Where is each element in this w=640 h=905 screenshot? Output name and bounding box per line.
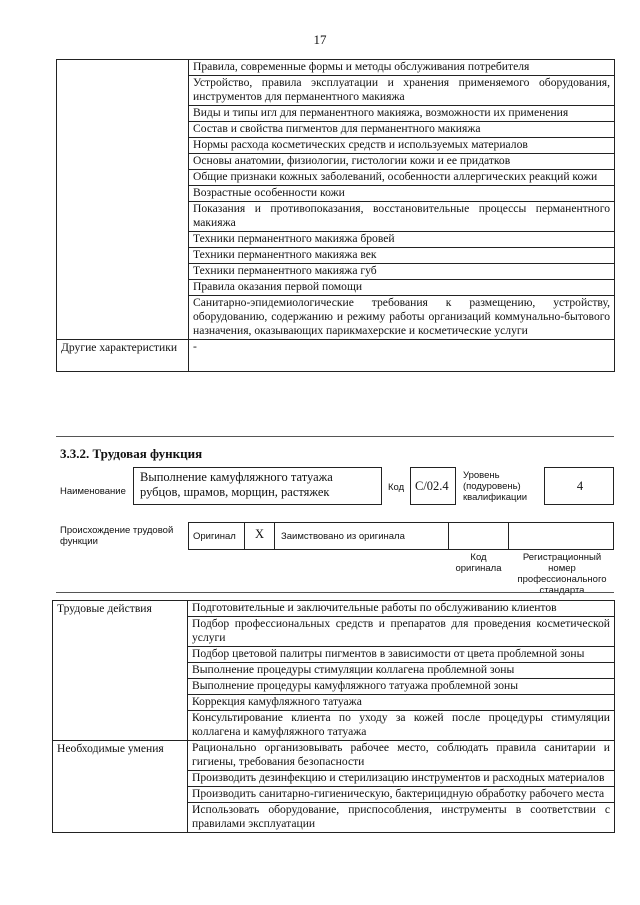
group-item: Консультирование клиента по уходу за кожей после процедуры стимуляции коллагена и камуфляжного татуажа (188, 711, 615, 741)
separator-top (56, 436, 614, 437)
page-number: 17 (313, 32, 327, 47)
code-value: C/02.4 (415, 479, 449, 493)
actions-table (52, 600, 615, 833)
code-box (410, 467, 456, 505)
code-label: Код (388, 482, 405, 493)
knowledge-item: Техники перманентного макияжа губ (189, 264, 615, 280)
level-label: Уровень (подуровень) квалификации (463, 470, 528, 503)
group-item: Выполнение процедуры стимуляции коллагена проблемной зоны (188, 663, 615, 679)
group-item: Использовать оборудование, приспособления, инструменты в соответствии с правилами эксплуатации (188, 803, 615, 833)
knowledge-item: Состав и свойства пигментов для перманентного макияжа (189, 122, 615, 138)
knowledge-item: Виды и типы игл для перманентного макияжа, возможности их применения (189, 106, 615, 122)
knowledge-item: Показания и противопоказания, восстановительные процессы перманентного макияжа (189, 202, 615, 232)
name-box (133, 467, 382, 505)
knowledge-row (57, 60, 615, 76)
name-label: Наименование (60, 486, 126, 497)
other-characteristics-value: - (189, 340, 615, 372)
original-mark-cell (244, 522, 275, 550)
code-original-label: Код оригинала (455, 552, 502, 574)
reg-number-label: Регистрационный номер профессионального стандарта (517, 552, 607, 596)
group-label: Трудовые действия (53, 601, 188, 741)
original-mark: X (254, 527, 265, 541)
knowledge-table (56, 59, 615, 372)
group-item: Подбор цветовой палитры пигментов в зависимости от цвета проблемной зоны (188, 647, 615, 663)
other-characteristics-label: Другие характеристики (57, 340, 189, 372)
knowledge-item: Нормы расхода косметических средств и используемых материалов (189, 138, 615, 154)
group-label: Необходимые умения (53, 741, 188, 833)
borrowed-label: Заимствовано из оригинала (281, 531, 405, 542)
code-original-cell (448, 522, 509, 550)
knowledge-item: Общие признаки кожных заболеваний, особенности аллергических реакций кожи (189, 170, 615, 186)
original-label: Оригинал (193, 531, 236, 542)
knowledge-item: Техники перманентного макияжа бровей (189, 232, 615, 248)
name-value: Выполнение камуфляжного татуажа рубцов, шрамов, морщин, растяжек (140, 470, 333, 499)
level-value: 4 (576, 479, 584, 493)
group-item: Подбор профессиональных средств и препаратов для проведения косметической услуги (188, 617, 615, 647)
origin-label: Происхождение трудовой функции (60, 525, 174, 547)
knowledge-item: Техники перманентного макияжа век (189, 248, 615, 264)
other-characteristics-row (57, 340, 615, 372)
group-item: Подготовительные и заключительные работы по обслуживанию клиентов (188, 601, 615, 617)
knowledge-item: Правила оказания первой помощи (189, 280, 615, 296)
knowledge-item: Санитарно-эпидемиологические требования к размещению, устройству, оборудованию, содержанию и режиму работы организаций коммунально-бытового назначения, оказывающих парикмахерские и косметические услуги (189, 296, 615, 340)
group-item: Производить санитарно-гигиеническую, бактерицидную обработку рабочего места (188, 787, 615, 803)
table-row (53, 741, 615, 771)
knowledge-item: Правила, современные формы и методы обслуживания потребителя (189, 60, 615, 76)
group-item: Рационально организовывать рабочее место, соблюдать правила санитарии и гигиены, требования безопасности (188, 741, 615, 771)
knowledge-item: Устройство, правила эксплуатации и хранения применяемого оборудования, инструментов для перманентного макияжа (189, 76, 615, 106)
section-title: 3.3.2. Трудовая функция (60, 446, 203, 461)
knowledge-item: Возрастные особенности кожи (189, 186, 615, 202)
group-item: Выполнение процедуры камуфляжного татуажа проблемной зоны (188, 679, 615, 695)
level-box (544, 467, 614, 505)
table-row (53, 601, 615, 617)
knowledge-label-cell (57, 60, 189, 340)
separator-bottom (56, 592, 614, 593)
knowledge-item: Основы анатомии, физиологии, гистологии кожи и ее придатков (189, 154, 615, 170)
group-item: Производить дезинфекцию и стерилизацию инструментов и расходных материалов (188, 771, 615, 787)
group-item: Коррекция камуфляжного татуажа (188, 695, 615, 711)
